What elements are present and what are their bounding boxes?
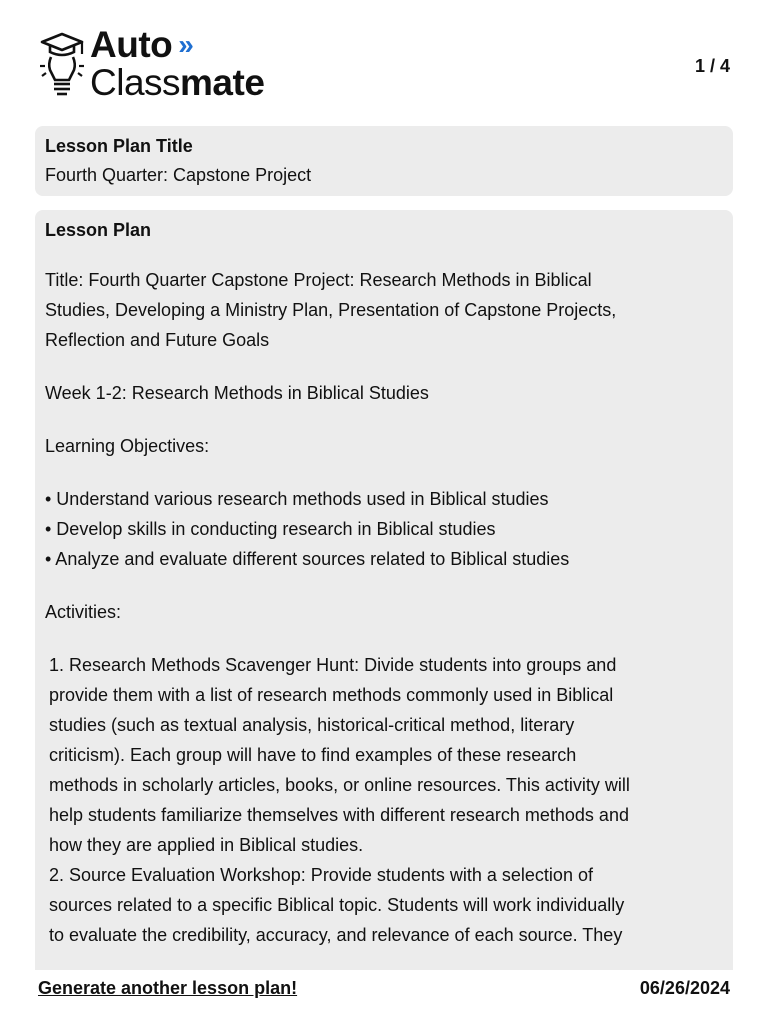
objectives-list <box>45 484 723 574</box>
logo <box>38 26 298 106</box>
plan-title-paragraph <box>45 265 723 355</box>
list-item: • Understand various research methods used in Biblical studies <box>45 489 549 509</box>
logo-mate-text: mate <box>180 62 265 103</box>
footer <box>38 978 730 1008</box>
logo-auto-text: Auto <box>90 24 173 65</box>
lesson-plan-title-card <box>35 126 733 196</box>
plan-title-line: Reflection and Future Goals <box>45 330 270 350</box>
logo-arrows-icon: » <box>178 29 194 60</box>
plan-title-line: Studies, Developing a Ministry Plan, Presentation of Capstone Projects, <box>45 300 617 320</box>
generate-another-lesson-plan-link[interactable]: Generate another lesson plan! <box>38 978 298 998</box>
activity-line: sources related to a specific Biblical topic. Students will work individually <box>49 895 625 915</box>
activity-line: criticism). Each group will have to find examples of these research <box>49 745 577 765</box>
activity-line: 1. Research Methods Scavenger Hunt: Divide students into groups and <box>49 655 617 675</box>
header <box>38 26 730 106</box>
lightbulb-graduation-cap-icon <box>38 30 86 100</box>
activities-list <box>45 650 723 950</box>
lesson-plan-card <box>35 210 733 970</box>
list-item: • Develop skills in conducting research in Biblical studies <box>45 519 496 539</box>
plan-title-line: Title: Fourth Quarter Capstone Project: Research Methods in Biblical <box>45 270 592 290</box>
activity-line: studies (such as textual analysis, historical-critical method, literary <box>49 715 575 735</box>
activity-line: 2. Source Evaluation Workshop: Provide students with a selection of <box>49 865 593 885</box>
activity-line: help students familiarize themselves with different research methods and <box>49 805 629 825</box>
activity-line: provide them with a list of research methods commonly used in Biblical <box>49 685 614 705</box>
lesson-plan-title-label: Lesson Plan Title <box>45 136 193 156</box>
logo-class-text: Class <box>90 62 181 103</box>
date-label: 06/26/2024 <box>639 978 730 998</box>
activity-line: methods in scholarly articles, books, or online resources. This activity will <box>49 775 630 795</box>
activity-line: how they are applied in Biblical studies. <box>49 835 364 855</box>
list-item: • Analyze and evaluate different sources related to Biblical studies <box>45 549 570 569</box>
lesson-plan-label: Lesson Plan <box>45 220 152 240</box>
lesson-plan-title-value: Fourth Quarter: Capstone Project <box>45 165 312 185</box>
week-heading: Week 1-2: Research Methods in Biblical Studies <box>45 383 429 403</box>
objectives-heading: Learning Objectives: <box>45 436 210 456</box>
activity-line: to evaluate the credibility, accuracy, and relevance of each source. They <box>49 925 623 945</box>
page-indicator: 1 / 4 <box>694 56 730 76</box>
activities-heading: Activities: <box>45 602 122 622</box>
